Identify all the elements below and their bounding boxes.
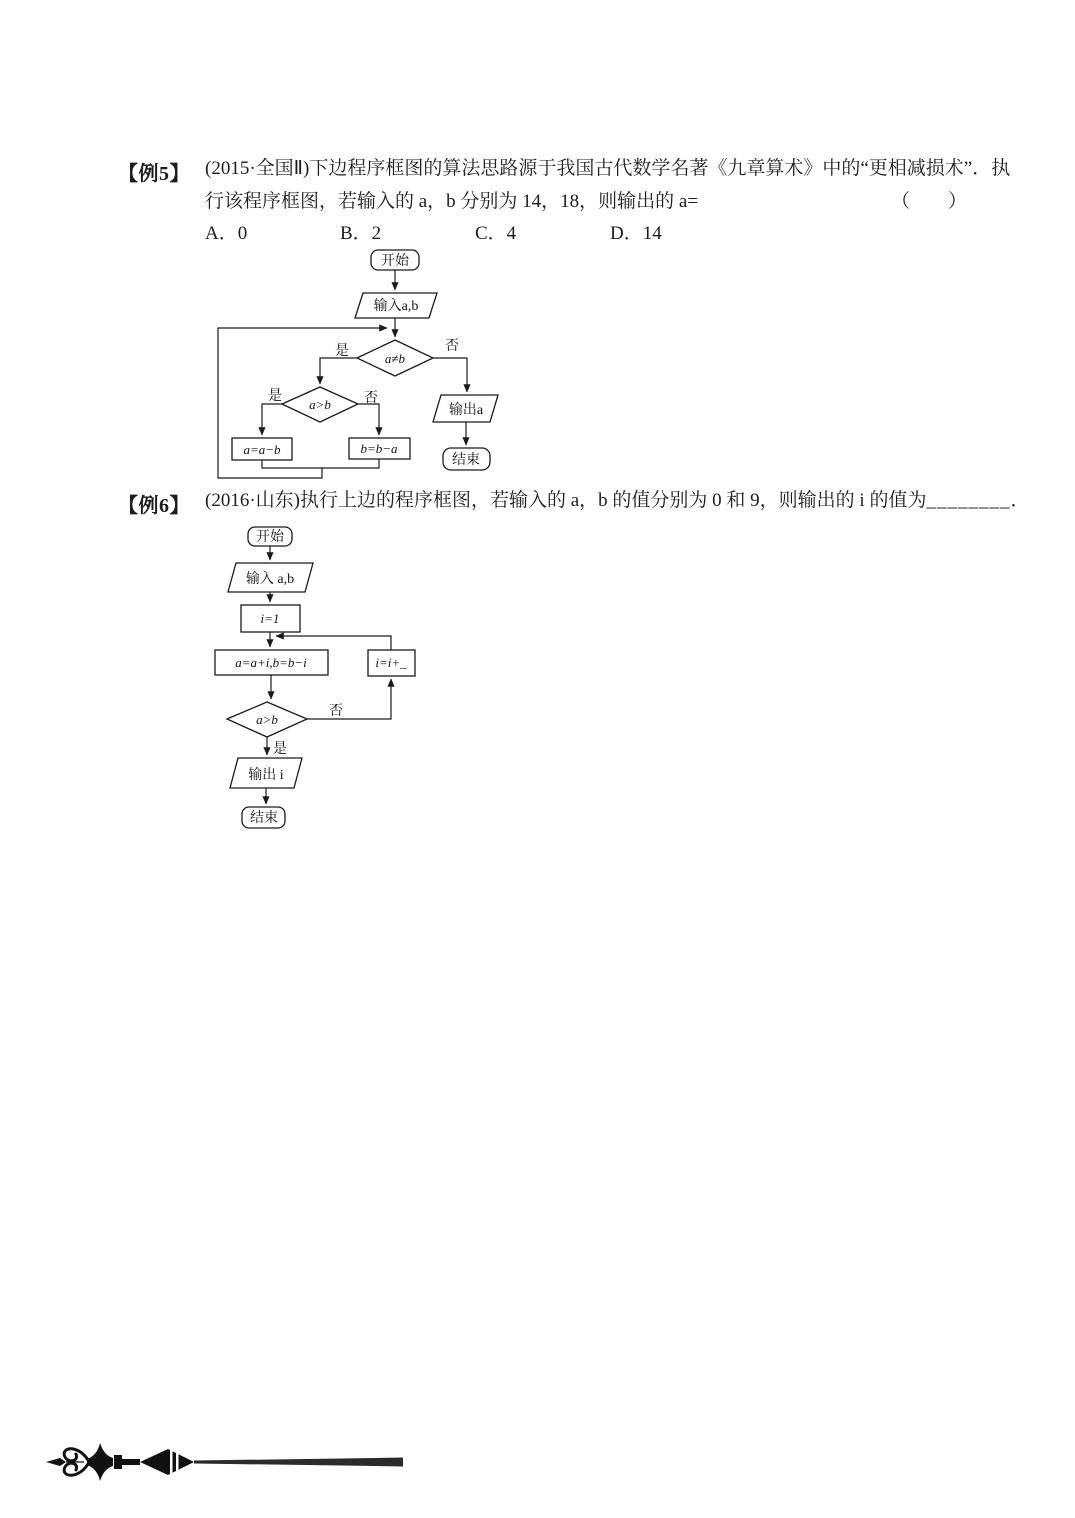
ornament-upper-curl	[64, 1449, 88, 1461]
fc1-wire-yes1	[320, 358, 357, 384]
example6-line-row	[205, 485, 1029, 517]
fc1-output-label: 输出a	[448, 403, 484, 418]
fc2-end-label: 结束	[250, 811, 278, 826]
fc2-wire-no	[307, 679, 391, 719]
example6-answer-blank: ________	[926, 490, 1011, 511]
ornament-spindle-stripe2	[176, 1450, 179, 1474]
option-c: C．4	[475, 223, 517, 244]
option-d: D．14	[610, 223, 662, 244]
flowchart-example5	[205, 248, 505, 488]
fc1-decision1-yes-label: 是	[335, 344, 349, 359]
ornament-bar	[122, 1459, 140, 1465]
fc1-start-label: 开始	[381, 254, 409, 269]
example5-options	[205, 218, 662, 245]
fc2-decision-yes-label: 是	[273, 742, 287, 757]
fc1-decision2-label: a>b	[309, 397, 331, 412]
footer-ornament	[42, 1438, 407, 1488]
fc1-wire-no1	[433, 358, 467, 392]
fc1-decision2-no-label: 否	[364, 391, 378, 406]
fc1-wire-yes2	[262, 404, 282, 435]
ornament-left-arrow	[46, 1458, 66, 1466]
example5-line2-row	[205, 186, 967, 218]
ornament-rule-line	[194, 1458, 403, 1467]
ornament-lower-curl	[64, 1463, 88, 1475]
ornament-spindle-stripe1	[170, 1450, 173, 1474]
example5-label: 【例5】	[118, 163, 190, 185]
fc2-increment-label: i=i+_	[375, 655, 407, 670]
answer-brackets: （ ）	[890, 191, 967, 212]
fc2-init-label: i=1	[260, 611, 280, 626]
fc2-output-label: 输出 i	[248, 768, 284, 783]
ornament-bracket	[114, 1455, 122, 1469]
fc1-decision1-label: a≠b	[384, 351, 406, 366]
fc1-process-left-label: a=a−b	[243, 442, 281, 457]
fc2-loop-back-wire	[276, 636, 391, 650]
fc1-decision1-no-label: 否	[445, 339, 459, 354]
ornament-spindle	[140, 1449, 194, 1475]
option-a: A．0	[205, 223, 248, 244]
fc2-decision-no-label: 否	[329, 704, 343, 719]
example6-label: 【例6】	[118, 495, 190, 517]
example5-line1: (2015·全国Ⅱ)下边程序框图的算法思路源于我国古代数学名著《九章算术》中的“更相减损术”．执	[205, 158, 1011, 179]
fc1-wire-no2	[358, 404, 379, 435]
fc2-process-label: a=a+i,b=b−i	[235, 655, 307, 670]
fc2-start-label: 开始	[256, 530, 284, 545]
ornament-fleuron	[87, 1443, 113, 1481]
fc2-decision-label: a>b	[256, 712, 278, 727]
example6-period: ．	[1010, 490, 1030, 511]
example6-line1: (2016·山东)执行上边的程序框图，若输入的 a，b 的值分别为 0 和 9，则输出的 i 的值为	[205, 490, 927, 511]
fc1-process-right-label: b=b−a	[360, 441, 398, 456]
flowchart-example6	[208, 525, 428, 835]
example5-line2: 行该程序框图，若输入的 a，b 分别为 14，18，则输出的 a=	[205, 191, 699, 212]
fc1-decision2-yes-label: 是	[268, 389, 282, 404]
fc1-input-label: 输入a,b	[373, 299, 419, 314]
fc2-input-label: 输入 a,b	[245, 572, 295, 587]
option-b: B．2	[340, 223, 382, 244]
fc1-end-label: 结束	[452, 453, 480, 468]
